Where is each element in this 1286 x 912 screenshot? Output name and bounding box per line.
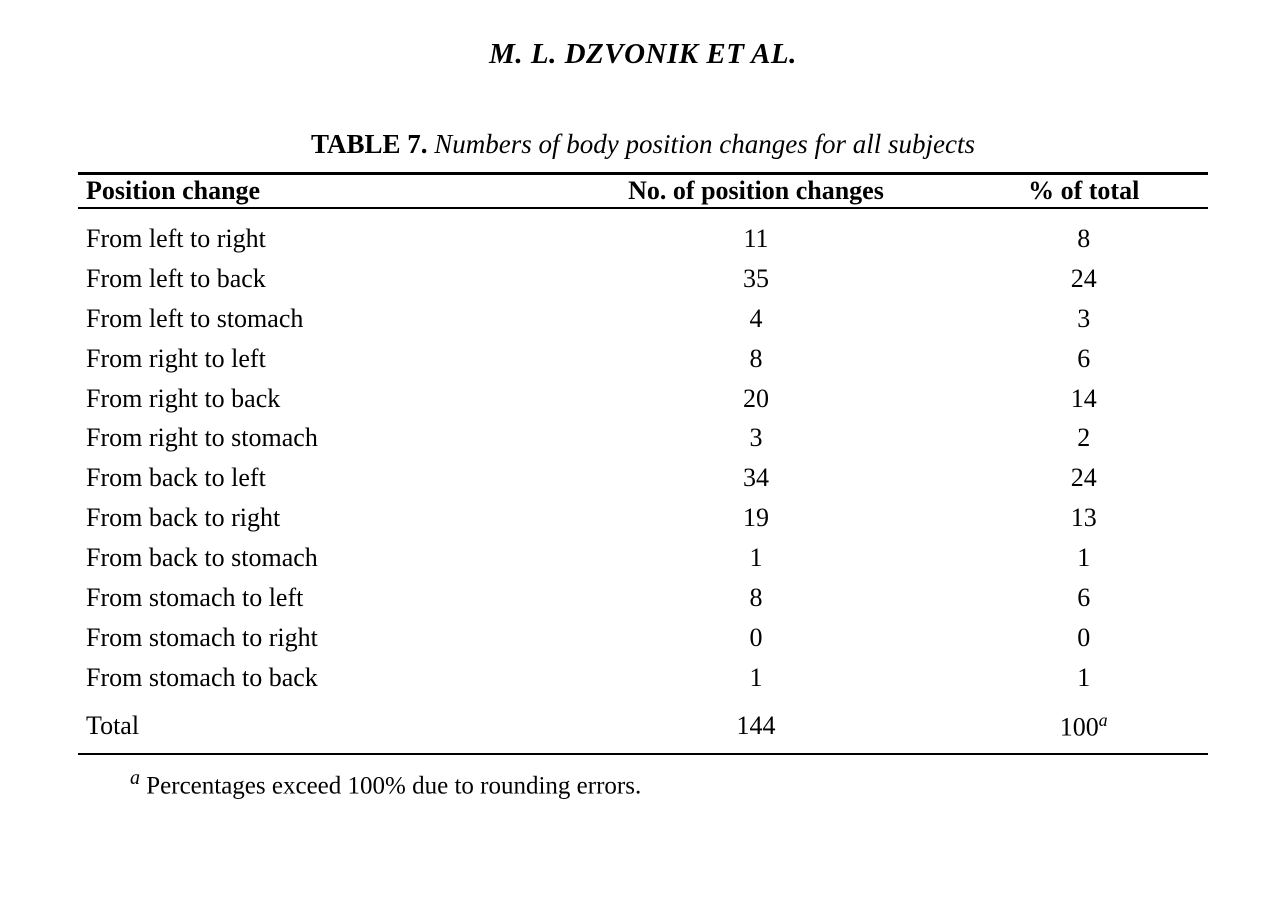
footnote-text: Percentages exceed 100% due to rounding errors.: [146, 772, 642, 800]
table-header-row: [78, 175, 1208, 208]
table-row: [78, 498, 1208, 538]
row-label: From back to right: [86, 503, 281, 533]
footnote-marker: a: [130, 767, 140, 790]
column-header-no-of-position-changes: No. of position changes: [628, 176, 884, 205]
row-percent: 6: [1077, 582, 1091, 612]
total-label: Total: [86, 711, 140, 741]
total-percent-value: 100: [1059, 712, 1099, 742]
running-head: M. L. DZVONIK ET AL.: [489, 38, 797, 70]
table-rule-bottom: [78, 754, 1208, 755]
row-percent: 2: [1077, 423, 1091, 453]
total-count: 144: [736, 711, 776, 741]
row-label: From right to back: [86, 383, 281, 413]
row-label: From right to stomach: [86, 423, 318, 453]
table-caption: [78, 129, 1208, 160]
table-row: [78, 339, 1208, 379]
row-label: From back to stomach: [86, 543, 318, 572]
row-percent: 3: [1077, 303, 1091, 333]
row-count: 8: [749, 582, 763, 612]
table-row: [78, 618, 1208, 658]
row-count: 3: [749, 423, 763, 453]
table-row: [78, 379, 1208, 419]
table-container: [78, 129, 1208, 800]
position-changes-table: [78, 172, 1208, 755]
table-row: [78, 458, 1208, 498]
row-percent: 24: [1070, 263, 1097, 293]
row-count: 8: [749, 343, 763, 373]
table-row: [78, 538, 1208, 578]
row-percent: 0: [1077, 622, 1091, 652]
table-spacer: [78, 209, 1208, 219]
row-count: 0: [749, 622, 763, 652]
table-caption-label: TABLE 7.: [310, 129, 428, 159]
row-percent: 1: [1077, 543, 1091, 572]
row-percent: 6: [1077, 343, 1091, 373]
row-count: 1: [749, 543, 763, 572]
table-row: [78, 658, 1208, 698]
row-count: 1: [749, 662, 763, 692]
table-total-row: [78, 698, 1208, 755]
total-percent-footnote-marker: a: [1098, 709, 1108, 730]
row-label: From stomach to left: [86, 582, 304, 612]
row-count: 34: [742, 463, 769, 493]
table-row: [78, 578, 1208, 618]
table-row: [78, 259, 1208, 299]
row-count: 11: [743, 224, 769, 253]
table-footnote: [78, 767, 1208, 800]
row-count: 19: [742, 503, 769, 533]
row-label: From back to left: [86, 463, 266, 493]
column-header-percent-of-total: % of total: [1028, 176, 1140, 205]
row-percent: 8: [1077, 224, 1091, 253]
row-label: From stomach to right: [86, 622, 318, 652]
row-label: From left to back: [86, 263, 266, 293]
row-label: From left to right: [86, 224, 266, 253]
row-count: 20: [742, 383, 769, 413]
table-row: [78, 219, 1208, 259]
row-label: From right to left: [86, 343, 266, 373]
row-count: 35: [742, 263, 769, 293]
document-page: [0, 38, 1286, 912]
table-caption-title: Numbers of body position changes for all subjects: [434, 129, 975, 159]
total-percent: [959, 698, 1208, 755]
column-header-position-change: Position change: [86, 176, 261, 205]
row-percent: 13: [1070, 503, 1097, 533]
row-percent: 14: [1070, 383, 1097, 413]
table-row: [78, 418, 1208, 458]
row-percent: 1: [1077, 662, 1091, 692]
row-label: From stomach to back: [86, 662, 318, 692]
row-percent: 24: [1070, 463, 1097, 493]
table-row: [78, 299, 1208, 339]
row-count: 4: [749, 303, 763, 333]
row-label: From left to stomach: [86, 303, 304, 333]
